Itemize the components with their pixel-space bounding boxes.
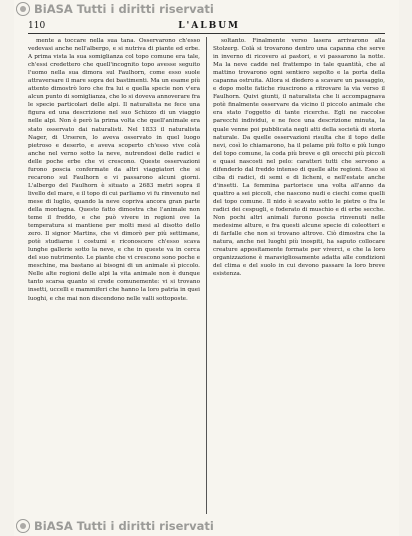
watermark-bottom [16, 519, 399, 533]
left-column-text: mente a toccare nella sua tana. Osservarono ch'esso vedevasi anche nell'albergo, e si nutriva di piante ed erbe. A prima vista la sua somiglianza col topo comune era tale, ch'essi credettero che quell'incognito topo avesse seguito l'uomo nella sua dimora sul Faulhorn, come esso suole attraversare il mare sopra dei bastimenti. Ma un esame più attento dimostrò loro che fra lui e quella specie non v'era alcun punto di somiglianza, che lo si doveva annoverare fra le specie particolari delle alpi. Il naturalista ne fece una figura ed una descrizione nel suo Schizzo di un viaggio nelle alpi. Non è però la prima volta che quell'animale era stato osservato dai naturalisti. Nel 1833 il naturalista Nager, di Urseren, lo aveva osservato in quel luogo pietroso e deserto, e aveva scoperto ch'esso vive colà anche nel verno sotto la neve, nutrendosi delle radici e delle poche erbe che vi crescono. Queste osservazioni furono poscia confermate da altri viaggiatori che si recarono sul Faulhorn e vi passarono alcuni giorni. L'albergo del Faulhorn è situato a 2683 metri sopra il livello del mare, e il topo di cui parliamo vi fu rinvenuto nel mese di luglio, quando la neve copriva ancora gran parte della montagna. Questo fatto dimostra che l'animale non teme il freddo, e che può vivere in regioni ove la temperatura si mantiene per molti mesi al disotto dello zero. Il signor Martins, che vi dimorò per più settimane, potè studiarne i costumi e riconoscere ch'esso scava lunghe gallerie sotto la neve, e che in queste va in cerca del suo nutrimento. Le piante che vi crescono sono poche e meschine, ma bastano ai bisogni di un animale sì piccolo. Nelle alte regioni delle alpi la vita animale non è dunque tanto scarsa quanto si crede comunemente: vi si trovano insetti, uccelli e mammiferi che hanno la loro patria in quei luoghi, e che mai non discendono nelle valli sottoposte. [28, 38, 200, 302]
right-column-text: soltanto. Finalmente verso lasera arrivarono alla Stolzerg. Colà si trovarono dentro una capanna che serve in inverno di ricovero ai pastori, e vi passarono la notte. Ma la neve cadde nel frattempo in tale quantità, che al mattino trovarono ogni sentiero sepolto e la porta della capanna ostruita. Allora si diedero a scavare un passaggio, e dopo molte fatiche riuscirono a ritrovare la via verso il Faulhorn. Quivi giunti, il naturalista che li accompagnava potè finalmente osservare da vicino il piccolo animale che era stato l'oggetto di tante ricerche. Egli ne raccolse parecchi individui, e ne fece una descrizione minuta, la quale venne poi pubblicata negli atti della società di storia naturale. Da quelle osservazioni risulta che il topo delle nevi, così lo chiamarono, ha il pelame più folto e più lungo del topo comune, la coda più breve e gli orecchi più piccoli e quasi nascosti nel pelo: caratteri tutti che servono a difenderlo dal freddo intenso di quelle alte regioni. Esso si ciba di radici, di semi e di licheni, e nell'estate anche d'insetti. La femmina partorisce una volta all'anno da quattro a sei piccoli, che nascono nudi e ciechi come quelli del topo comune. Il nido è scavato sotto le pietre o fra le radici dei cespugli, e foderato di muschio e di erbe secche. Non pochi altri animali furono poscia rinvenuti nelle medesime alture, e fra questi alcune specie di coleotteri e di farfalle che non si trovano altrove. Ciò dimostra che la natura, anche nei luoghi più inospiti, ha saputo collocare creature appositamente formate per viverci, e che la loro organizzazione è maravigliosamente adatta alle condizioni del clima e del suolo in cui devono passare la loro breve esistenza. [213, 38, 385, 278]
watermark-top-text: BiASA Tutti i diritti riservati [34, 2, 214, 16]
page-header [28, 20, 385, 32]
biasa-logo-icon [16, 2, 30, 16]
right-column [213, 37, 385, 514]
journal-title: L'ALBUM [178, 21, 240, 31]
header-rule [28, 33, 385, 34]
watermark-bottom-text: BiASA Tutti i diritti riservati [34, 519, 214, 533]
text-columns [28, 37, 385, 514]
page-number: 110 [28, 21, 46, 31]
left-column [28, 37, 200, 514]
watermark-top [16, 2, 399, 16]
biasa-logo-icon-bottom [16, 519, 30, 533]
column-divider [206, 37, 207, 514]
document-page [14, 0, 399, 536]
